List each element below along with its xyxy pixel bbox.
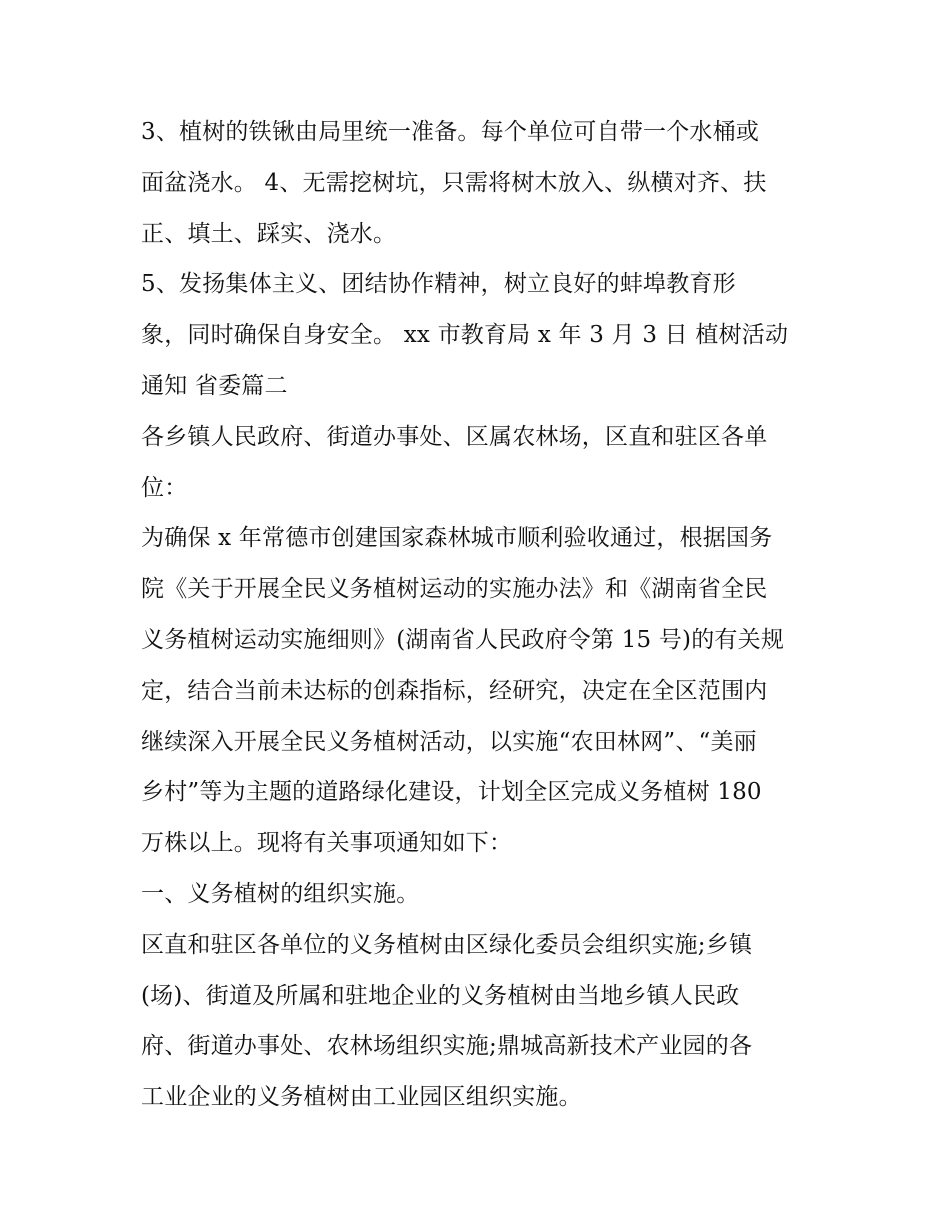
text-line: 各乡镇人民政府、街道办事处、区属农林场，区直和驻区各单	[141, 423, 768, 450]
text-line: 万株以上。现将有关事项通知如下：	[141, 830, 513, 857]
text-line: 区直和驻区各单位的义务植树由区绿化委员会组织实施;乡镇	[141, 931, 753, 958]
document-body	[141, 107, 813, 1123]
text-line: 位：	[141, 474, 188, 501]
text-line: 面盆浇水。 4、无需挖树坑，只需将树木放入、纵横对齐、扶	[141, 169, 767, 196]
text-line: 工业企业的义务植树由工业园区组织实施。	[141, 1084, 582, 1111]
text-line: 继续深入开展全民义务植树活动，以实施“农田林网”、“美丽	[141, 728, 757, 755]
text-line: 定，结合当前未达标的创森指标，经研究，决定在全区范围内	[141, 677, 768, 704]
text-line: 通知 省委篇二	[141, 372, 288, 399]
text-line: (场)、街道及所属和驻地企业的义务植树由当地乡镇人民政	[141, 982, 740, 1009]
text-line: 义务植树运动实施细则》(湖南省人民政府令第 15 号)的有关规	[141, 626, 785, 653]
text-line: 一、义务植树的组织实施。	[141, 880, 420, 907]
text-line: 府、街道办事处、农林场组织实施;鼎城高新技术产业园的各	[141, 1033, 753, 1060]
text-line: 正、填土、踩实、浇水。	[141, 220, 397, 247]
text-line: 象，同时确保自身安全。 xx 市教育局 x 年 3 月 3 日 植树活动	[141, 322, 789, 349]
text-line: 3、植树的铁锹由局里统一准备。每个单位可自带一个水桶或	[141, 119, 760, 145]
text-line: 为确保 x 年常德市创建国家森林城市顺利验收通过，根据国务	[141, 525, 773, 552]
text-line: 院《关于开展全民义务植树运动的实施办法》和《湖南省全民	[141, 576, 768, 603]
text-line: 乡村”等为主题的道路绿化建设，计划全区完成义务植树 180	[141, 779, 762, 806]
text-line: 5、发扬集体主义、团结协作精神，树立良好的蚌埠教育形	[141, 271, 736, 298]
